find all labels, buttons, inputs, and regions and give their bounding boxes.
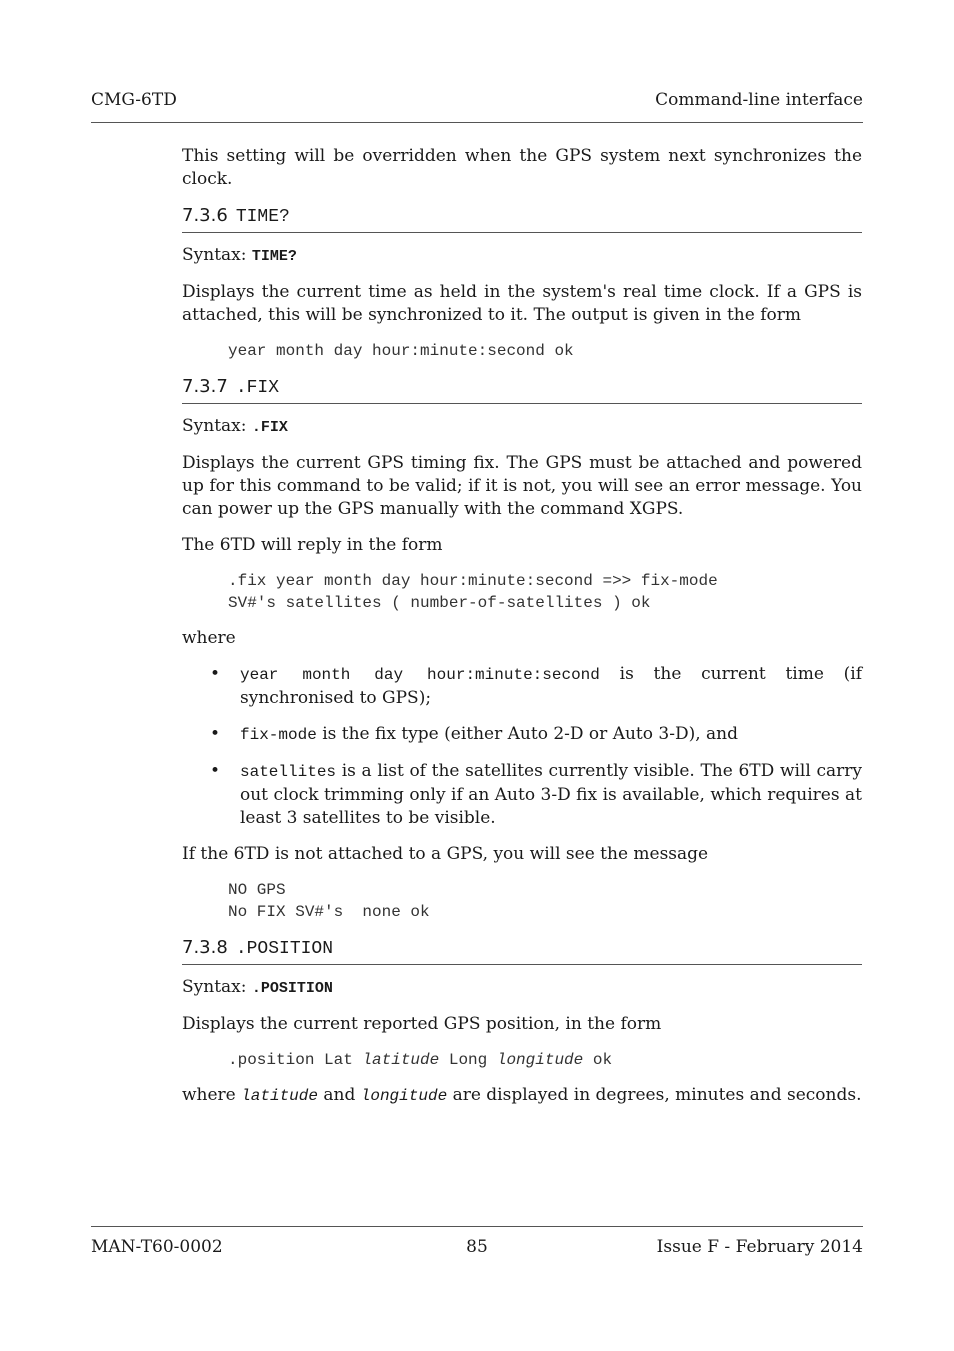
document-number: MAN-T60-0002 xyxy=(91,1237,223,1257)
header-rule xyxy=(91,122,863,123)
nogps-intro: If the 6TD is not attached to a GPS, you will see the message xyxy=(182,844,709,864)
list-item: • satellites is a list of the satellites currently visible. The 6TD will carry out clock trimming only if an Auto 3-D fix is available, which requires at least 3 satellites to be visible. xyxy=(210,761,862,828)
fix-output-format: .fix year month day hour:minute:second =>> fix-mode SV#'s satellites ( number-of-satellites ) ok xyxy=(228,572,718,612)
position-description: Displays the current reported GPS position, in the form xyxy=(182,1014,662,1034)
syntax-fix: Syntax: .FIX xyxy=(182,416,288,436)
list-item: • fix-mode is the fix type (either Auto 2-D or Auto 3-D), and xyxy=(210,724,738,744)
section-heading-position: 7.3.8 .POSITION xyxy=(182,936,862,965)
header-title: CMG-6TD xyxy=(91,90,177,110)
syntax-position: Syntax: .POSITION xyxy=(182,977,333,997)
section-heading-time: 7.3.6 TIME? xyxy=(182,204,862,233)
page-number: 85 xyxy=(466,1237,488,1257)
time-description: Displays the current time as held in the system's real time clock. If a GPS is attached, this will be synchronized to it. The output is given in the form xyxy=(182,282,862,325)
footer-rule xyxy=(91,1226,863,1227)
fix-reply-intro: The 6TD will reply in the form xyxy=(182,535,443,555)
page-content xyxy=(182,145,862,1121)
page-header xyxy=(91,90,863,114)
section-heading-fix: 7.3.7 .FIX xyxy=(182,375,862,404)
position-output-format: .position Lat latitude Long longitude ok xyxy=(228,1051,613,1069)
nogps-message: NO GPS No FIX SV#'s none ok xyxy=(228,881,430,921)
issue-date: Issue F - February 2014 xyxy=(656,1237,863,1257)
time-output-format: year month day hour:minute:second ok xyxy=(228,342,574,360)
intro-paragraph: This setting will be overridden when the GPS system next synchronizes the clock. xyxy=(182,146,862,189)
position-where: where latitude and longitude are displayed in degrees, minutes and seconds. xyxy=(182,1085,862,1105)
where-label: where xyxy=(182,628,236,648)
header-section: Command-line interface xyxy=(655,90,863,110)
fix-description: Displays the current GPS timing fix. The GPS must be attached and powered up for this command to be valid; if it is not, you will see an error message. You can power up the GPS manually with the command XGPS. xyxy=(182,453,862,519)
fix-field-list xyxy=(182,663,862,830)
list-item: • year month day hour:minute:second is the current time (if synchronised to GPS); xyxy=(210,664,862,708)
syntax-time: Syntax: TIME? xyxy=(182,245,297,265)
